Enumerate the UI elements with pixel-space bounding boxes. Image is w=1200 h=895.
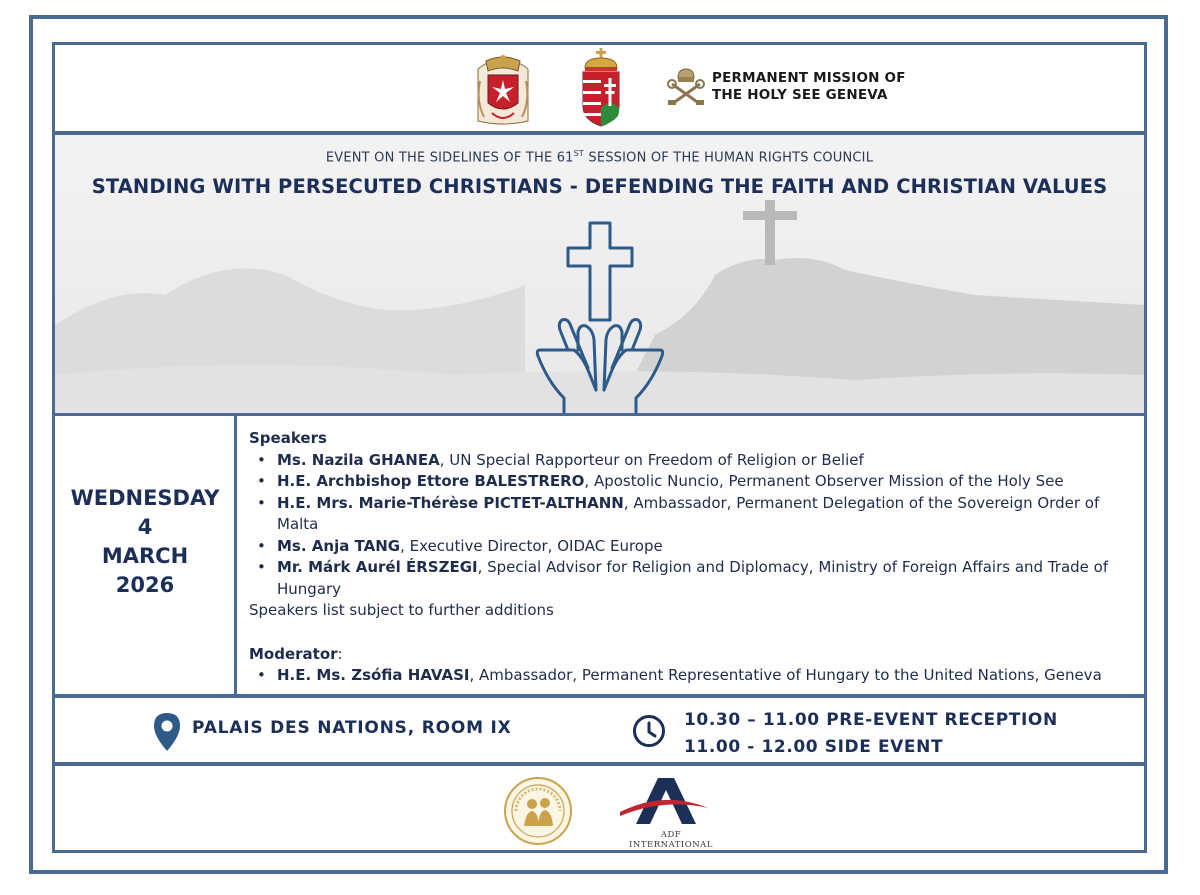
time-reception: 10.30 – 11.00 PRE-EVENT RECEPTION: [684, 710, 1058, 730]
speaker-item: [277, 450, 1139, 472]
speaker-item: [277, 493, 1139, 536]
speaker-item: [277, 471, 1139, 493]
time-side-event: 11.00 - 12.00 SIDE EVENT: [684, 737, 944, 757]
event-date: [55, 484, 235, 600]
divider-venue: [52, 762, 1147, 766]
moderator-heading-row: [249, 644, 1139, 666]
holy-see-mission-title: [712, 70, 906, 104]
speaker-name: Mr. Márk Aurél ÉRSZEGI: [277, 558, 478, 576]
speaker-name: Ms. Anja TANG: [277, 536, 401, 555]
clock-icon: [632, 714, 666, 748]
moderator-role: , Ambassador, Permanent Representative of Hungary to the United Nations, Geneva: [469, 666, 1102, 684]
location-pin-icon: [152, 712, 182, 752]
speakers-list: [249, 450, 1139, 601]
speaker-name: H.E. Archbishop Ettore BALESTRERO: [277, 472, 585, 490]
speaker-role: , Apostolic Nuncio, Permanent Observer Mission of the Holy See: [584, 472, 1064, 490]
speakers-note: Speakers list subject to further additions: [249, 601, 554, 619]
holy-see-keys-icon: [666, 66, 706, 108]
speaker-name: H.E. Mrs. Marie-Thérèse PICTET-ALTHANN: [277, 493, 624, 512]
speaker-role: , Ambassador, Permanent Delegation of the Sovereign Order of Malta: [277, 493, 1100, 533]
date-weekday: WEDNESDAY: [70, 486, 220, 510]
pre-title-main: EVENT ON THE SIDELINES OF THE 61: [325, 150, 574, 166]
event-location: PALAIS DES NATIONS, ROOM IX: [192, 718, 512, 738]
speaker-item: [277, 536, 1139, 558]
divider-details: [52, 694, 1147, 698]
event-times: [684, 707, 1058, 761]
gold-seal-logo: [502, 776, 574, 846]
speaker-name: Ms. Nazila GHANEA: [277, 450, 440, 469]
moderator-list: [249, 665, 1139, 687]
moderator-name: H.E. Ms. Zsófia HAVASI: [277, 666, 470, 684]
speakers-heading: Speakers: [249, 429, 327, 447]
event-title: STANDING WITH PERSECUTED CHRISTIANS - DEFENDING THE FAITH AND CHRISTIAN VALUES: [91, 175, 1108, 198]
pre-title-end: SESSION OF THE HUMAN RIGHTS COUNCIL: [584, 150, 874, 166]
cross-icon: [534, 220, 666, 416]
mission-line-2: THE HOLY SEE GENEVA: [712, 87, 888, 103]
order-of-malta-coat-of-arms: [474, 51, 532, 126]
adf-a-logo: [618, 776, 710, 828]
date-month: MARCH: [101, 544, 189, 568]
praying-hands-icon: [537, 320, 662, 413]
speaker-role: , UN Special Rapporteur on Freedom of Religion or Belief: [439, 450, 864, 469]
pre-title-ordinal: ST: [573, 149, 585, 158]
mission-line-1: PERMANENT MISSION OF: [712, 70, 906, 86]
date-day: 4: [137, 515, 153, 539]
moderator-heading-suffix: :: [337, 644, 343, 663]
moderator-item: [277, 665, 1139, 687]
date-year: 2026: [115, 573, 175, 597]
speaker-role: , Special Advisor for Religion and Diplomacy, Ministry of Foreign Affairs and Trade of Hungary: [277, 558, 1109, 598]
speaker-role: , Executive Director, OIDAC Europe: [400, 536, 663, 555]
speaker-item: [277, 557, 1139, 600]
adf-label: ADF INTERNATIONAL: [629, 830, 713, 850]
moderator-heading: Moderator: [249, 644, 338, 663]
event-pre-title: [55, 149, 1144, 165]
speakers-section: [249, 428, 1139, 687]
hungary-coat-of-arms: [579, 48, 623, 128]
